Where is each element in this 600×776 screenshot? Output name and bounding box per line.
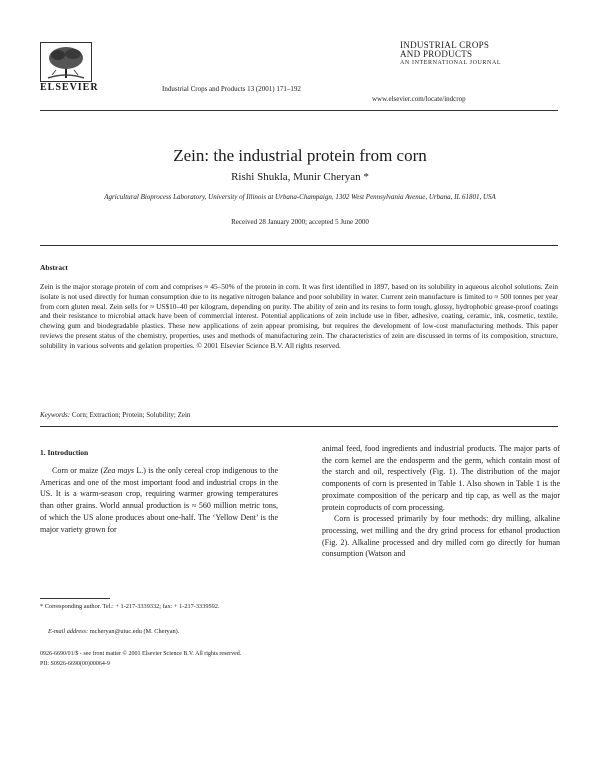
email-footnote <box>48 628 278 635</box>
journal-reference: Industrial Crops and Products 13 (2001) 171–192 <box>162 85 301 93</box>
header-divider <box>40 110 558 111</box>
keywords-label: Keywords: <box>40 411 71 419</box>
abstract-heading: Abstract <box>40 263 68 272</box>
journal-url[interactable]: www.elsevier.com/locate/indcrop <box>372 95 466 103</box>
journal-title-line1: INDUSTRIAL CROPS <box>400 40 490 50</box>
email-address[interactable]: mcheryan@uiuc.edu (M. Cheryan). <box>89 628 180 635</box>
intro-p1-part-a: Corn or maize ( <box>52 466 104 475</box>
intro-paragraph-1 <box>40 465 278 535</box>
intro-p1-part-b: L.) is the only cereal crop indigenous to the Americas and one of the most important food and industrial crops in the US. It is a warm-season crop, requiring warmer growing temperatures than other grains. World annual production is ≈ 560 million metric tons, of which the US alone produces about one-half. The ‘Yellow Dent’ is the major variety grown for <box>40 466 278 534</box>
intro-paragraph-1-continued: animal feed, food ingredients and industrial products. The major parts of the corn kernel are the endosperm and the germ, which contain most of the starch and oil, respectively (Fig. 1). The distribution of the major components of corn is presented in Table 1. Also shown in Table 1 is the proximate composition of the pericarp and tip cap, as well as the major protein coproducts of corn processing. <box>322 444 560 512</box>
journal-title-line2: AND PRODUCTS <box>400 49 473 59</box>
publisher-logo <box>40 42 92 82</box>
intro-paragraph-2: Corn is processed primarily by four methods: dry milling, alkaline processing, wet milling and the dry grind process for ethanol production (Fig. 2). Alkaline processed and dry milled corn go directly for human consumption (Watson and <box>322 514 560 559</box>
footnote-divider <box>40 598 110 599</box>
paper-authors: Rishi Shukla, Munir Cheryan * <box>231 171 369 183</box>
right-column <box>322 443 560 560</box>
left-column <box>40 465 278 535</box>
elsevier-tree-icon <box>40 42 92 82</box>
journal-title-block <box>400 41 510 68</box>
pii-line: PII: S0926-6690(00)00064-9 <box>40 661 110 667</box>
keywords-list: Corn; Extraction; Protein; Solubility; Zein <box>71 411 191 419</box>
corresponding-author-footnote: * Corresponding author. Tel.: + 1-217-3339332; fax: + 1-217-3339592. <box>40 603 220 610</box>
email-label: E-mail address: <box>48 628 89 635</box>
copyright-line: 0926-6690/01/$ - see front matter © 2001 Elsevier Science B.V. All rights reserved. <box>40 651 242 657</box>
received-dates: Received 28 January 2000; accepted 5 June 2000 <box>231 218 369 226</box>
publisher-name: ELSEVIER <box>40 82 99 93</box>
section-heading-introduction: 1. Introduction <box>40 448 89 457</box>
paper-title: Zein: the industrial protein from corn <box>173 146 427 165</box>
title-divider <box>40 245 558 246</box>
abstract-body: Zein is the major storage protein of corn and comprises ≈ 45–50% of the protein in corn. It was first identified in 1897, based on its solubility in aqueous alcohol solutions. Zein isolate is not used directly for human consumption due to its negative nitrogen balance and poor solubility in water. Current zein manufacture is limited to ≈ 500 tonnes per year from corn gluten meal. Zein sells for ≈ US$10–40 per kilogram, depending on purity. The ability of zein and its resins to form tough, glossy, hydrophobic grease-proof coatings and their resistance to microbial attack have been of commercial interest. Potential applications of zein include use in fiber, adhesive, coating, ceramic, ink, cosmetic, textile, chewing gum and biodegradable plastics. These new applications of zein appear promising, but requires the development of low-cost manufacturing methods. This paper reviews the present status of the chemistry, properties, uses and methods of manufacturing zein. The characteristics of zein are discussed in terms of its composition, structure, solubility in various solvents and gelation properties. © 2001 Elsevier Science B.V. All rights reserved. <box>40 282 558 350</box>
abstract-divider <box>40 426 558 427</box>
journal-title-line3: AN INTERNATIONAL JOURNAL <box>400 60 502 66</box>
keywords-line <box>40 411 190 419</box>
author-affiliation: Agricultural Bioprocess Laboratory, University of Illinois at Urbana-Champaign, 1302 West Pennsylvania Avenue, Urbana, IL 61801, USA <box>104 193 496 201</box>
intro-p1-species: Zea mays <box>103 466 135 475</box>
